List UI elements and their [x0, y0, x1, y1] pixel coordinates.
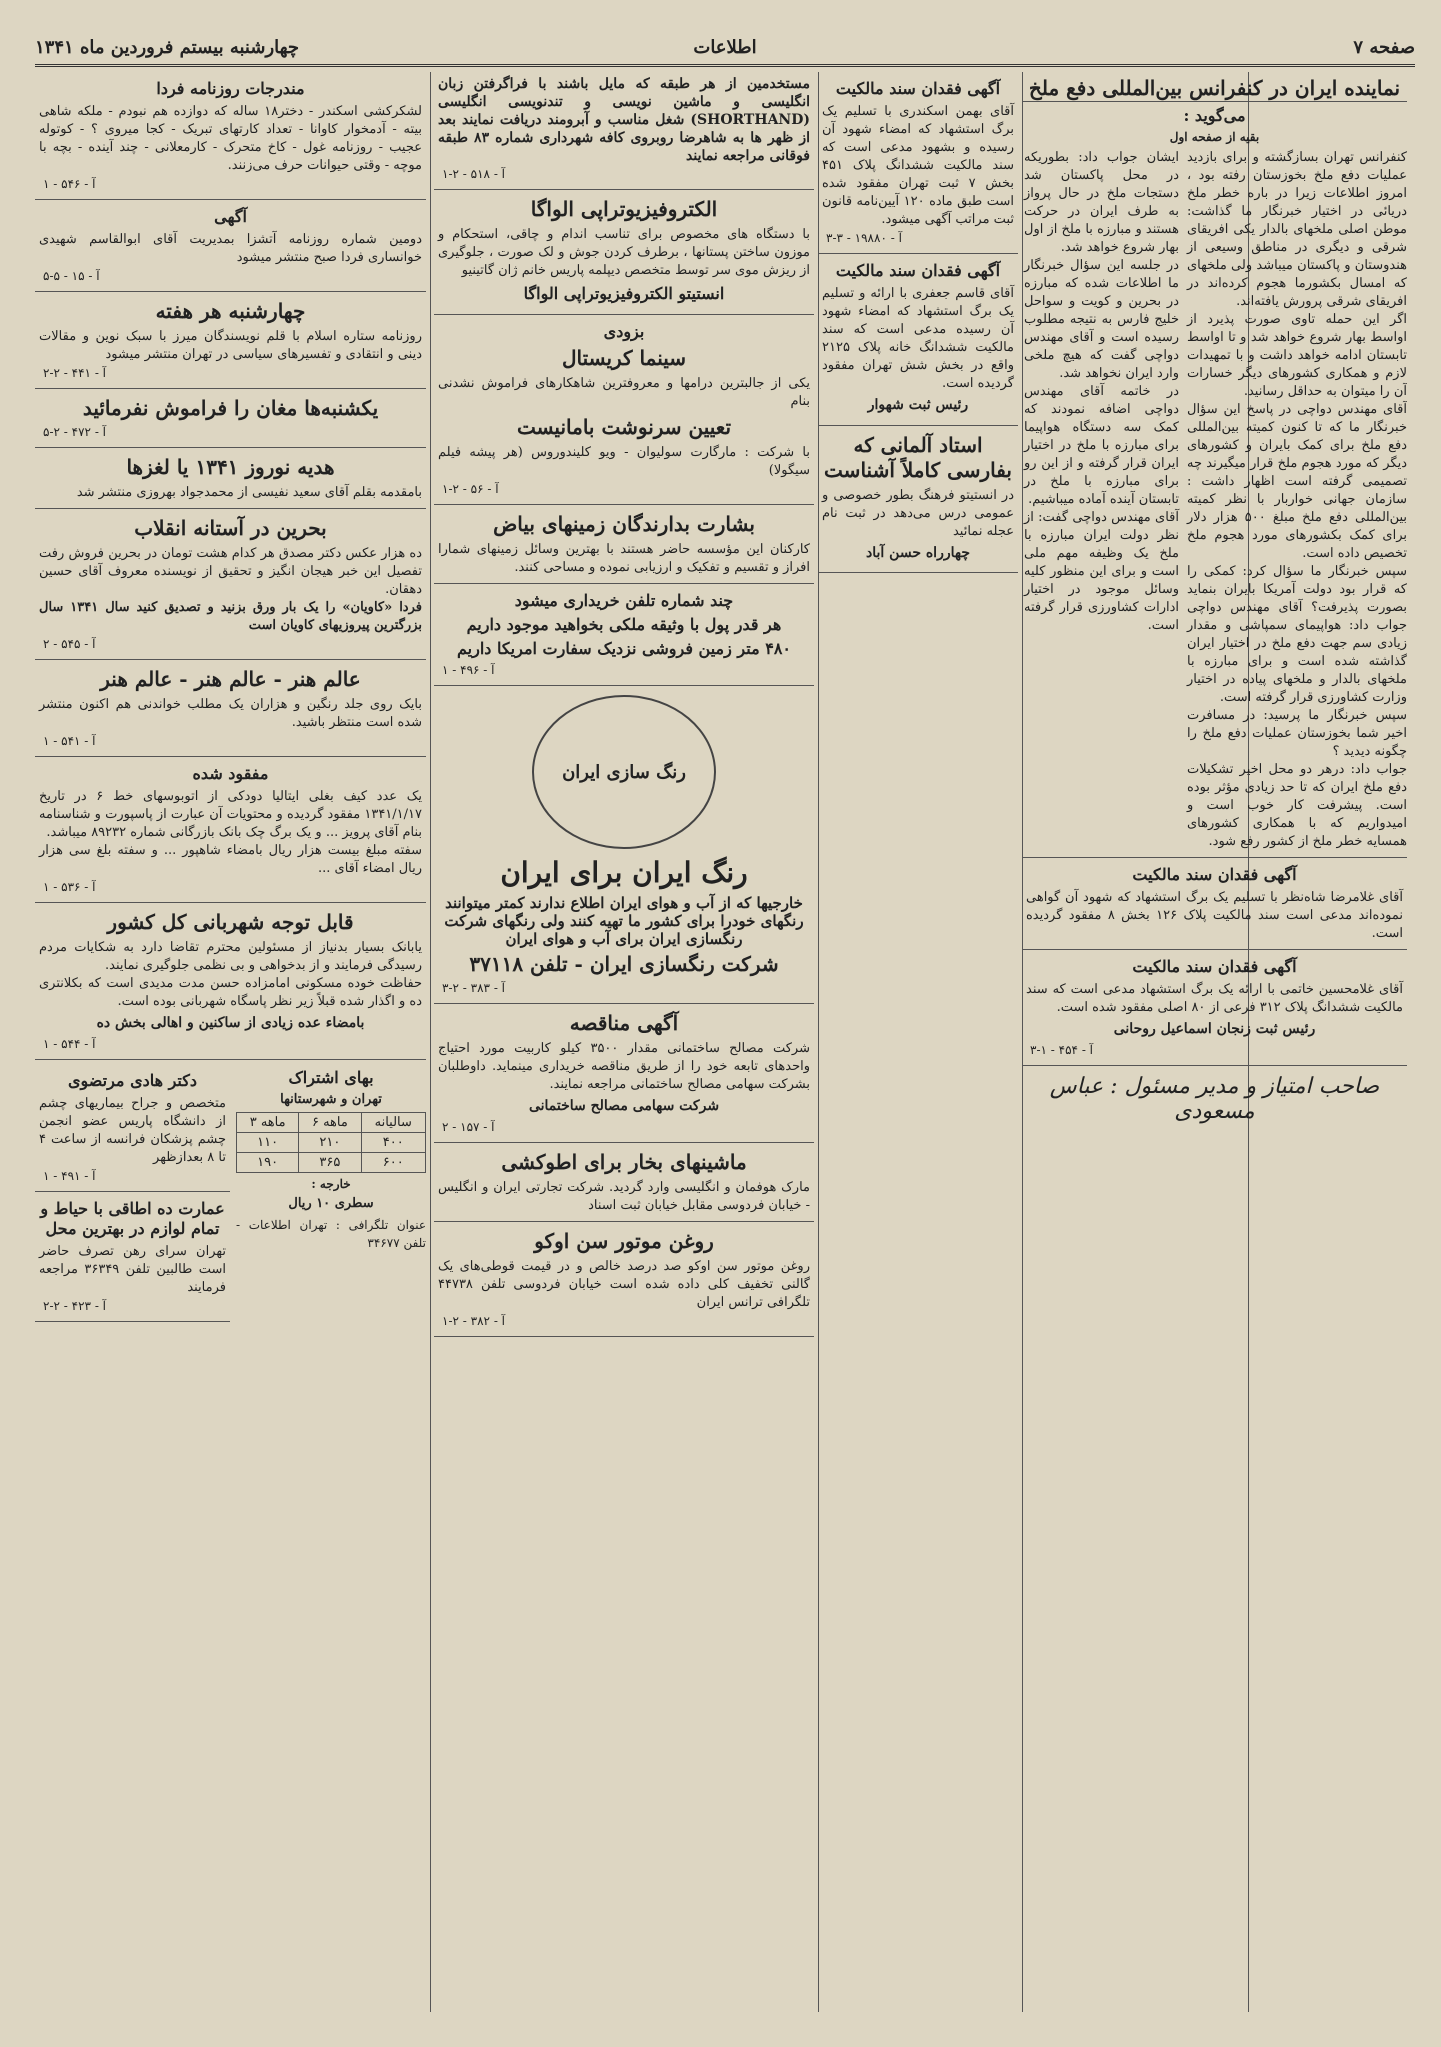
subscription-title: بهای اشتراک: [288, 1067, 374, 1087]
ad-body: یک عدد کیف بغلی ایتالیا دودکی از اتوبوسهای خط ۶ در تاریخ ۱۳۴۱/۱/۱۷ مفقود گردیده و محتویات آن عبارت از پاسپورت و شناسنامه بنام آقای پرویز ... و یک برگ چک بانک بازرگانی شماره ۸۹۲۳۲ میباشد.: [39, 789, 422, 840]
ad-body: آقای بهمن اسکندری با تسلیم یک برگ استشهاد که امضاء شهود آن رسیده و بشهود مدعی است که سند مالکیت ششدانگ پلاک ۴۵۱ بخش ۷ ثبت تهران مفقود شده است طبق ماده ۱۲۰ آیین‌نامه قانون ثبت مراتب آگهی میشود.: [822, 104, 1014, 227]
ad-body: بایک روی جلد رنگین و هزاران یک مطلب خواندنی هم اکنون منتشر شده است منتظر باشید.: [39, 697, 422, 730]
notices-column: [35, 72, 426, 1322]
ad-code: آ - ۴۵۴ - ۱-۳: [1030, 1042, 1094, 1057]
sub-cell: ۲۱۰: [299, 1132, 361, 1152]
masthead: [35, 30, 1415, 67]
registry-head: رئیس ثبت شهوار: [867, 397, 969, 413]
page-number: صفحه ۷: [1353, 36, 1415, 58]
ad-title: بحرین در آستانه انقلاب: [134, 516, 327, 540]
ad-building: [35, 1192, 230, 1322]
ad-loss-deed: [1022, 857, 1407, 950]
film-cast: با شرکت : مارگارت سولیوان - ویو کلیندوروس (هر پیشه فیلم سیگولا): [438, 445, 810, 478]
ad-paint: [434, 686, 814, 1004]
article-headline: نماینده ایران در کنفرانس بین‌المللی دفع ملخ: [1022, 76, 1407, 102]
ad-code: آ - ۵۴۴ - ۱: [43, 1036, 96, 1051]
ads-column: [434, 72, 814, 1337]
ad-signature: بامضاء عده زیادی از ساکنین و اهالی بخش ده: [96, 1015, 365, 1031]
tomorrow-contents: [35, 72, 426, 200]
ad-code: آ - ۵۶ - ۲-۱: [442, 482, 499, 496]
article-subhead: می‌گوید :: [1183, 106, 1246, 125]
ad-signature: شرکت سهامی مصالح ساختمانی: [528, 1098, 720, 1114]
sub-cell: ۱۹۰: [237, 1152, 299, 1172]
ad-code: آ - ۳۸۲ - ۲-۱: [442, 1313, 506, 1328]
ad-language-school: [434, 72, 814, 190]
article-paragraph: آقای مهندس دواچی گفت: از نظر دولت ایران مبارزه با ملخ یک وظیفه مهم ملی است و برای این منظور کلیه وسائل موجود در اختیار ادارات کشاورزی قرار گرفته است.: [1024, 510, 1179, 633]
ad-body: ده هزار عکس دکتر مصدق هر کدام هشت تومان در بحرین فروش رفت تفصیل این خبر هیجان انگیز و تحقیق از نویسنده معروف آقای حسین دهقان.: [39, 546, 422, 597]
ad-footer: شرکت رنگسازی ایران - تلفن ۳۷۱۱۸: [469, 952, 779, 976]
ad-phone: [434, 584, 814, 686]
subscription-sub: تهران و شهرستانها: [280, 1091, 382, 1107]
continued-note: بقیه از صفحه اول: [1169, 130, 1260, 144]
ad-body: دومین شماره روزنامه آتشزا بمدیریت آقای ابوالقاسم شهیدی خوانساری فردا صبح منتشر میشود: [39, 232, 422, 265]
lead-article: [1022, 72, 1407, 1124]
article-paragraph: ایشان جواب داد: بطوریکه در محل پاکستان شد دستجات ملخ در حال پرواز به طرف ایران در حرکت هستند و مبارزه با ملخ از اول بهار شروع خواهد شد.: [1024, 150, 1179, 255]
sub-cell: ۱۱۰: [237, 1132, 299, 1152]
ad-code: آ - ۴۷۲ - ۲-۵: [43, 425, 107, 439]
ad-code: آ - ۱۵ - ۵-۵: [43, 269, 100, 283]
ad-title: عمارت ده اطاقی با حیاط و تمام لوازم در بهترین محل: [40, 1198, 225, 1238]
ad-code: آ - ۴۴۱ - ۲-۲: [43, 366, 107, 380]
ad-weekly: [35, 292, 426, 389]
ad-code: آ - ۵۱۸ - ۲-۱: [442, 167, 506, 181]
ad-body: یابانک بسیار بدنیاز از مسئولین محترم تقاضا دارد به شکایات مردم رسیدگی فرمایند و از بدخواهی و بی نظمی جلوگیری نمایند.: [39, 940, 422, 973]
publisher-signature: صاحب امتیاز و مدیر مسئول : عباس مسعودی: [1049, 1073, 1380, 1124]
ad-body: هر قدر پول با وثیقه ملکی بخواهید موجود داریم: [466, 615, 782, 634]
ad-title: آگهی: [214, 207, 247, 226]
article-paragraph: جواب داد: درهر دو محل اخیر تشکیلات دفع ملخ ایران که تا حد زیادی مؤثر بوده است. پیشرفت کار خوب است و امیدواریم که با همکاری کشورهای همسایه خطر ملخ از کشور رفع شود.: [1187, 762, 1407, 849]
ad-doctor: [35, 1064, 230, 1192]
ad-title: قابل توجه شهربانی کل کشور: [107, 910, 354, 934]
ad-steam: [434, 1143, 814, 1222]
ad-body: متخصص و جراح بیماریهای چشم از دانشگاه پاریس عضو انجمن چشم پزشکان فرانسه از ساعت ۴ تا ۸ بعدازظهر: [39, 1095, 226, 1165]
ad-title: استاد آلمانی که بفارسی کاملاً آشناست: [824, 432, 1012, 482]
ad-title: آگهی فقدان سند مالکیت: [835, 261, 1001, 280]
ad-code: آ - ۴۲۳ - ۲-۲: [43, 1298, 107, 1313]
ad-loss-deed: [818, 72, 1018, 254]
issue-date: چهارشنبه بیستم فروردین ماه ۱۳۴۱: [35, 36, 300, 58]
ad-bahrain: [35, 509, 426, 660]
ad-body: آقای غلامحسین خاتمی با ارائه یک برگ استشهاد مدعی است که سند مالکیت ششدانگ پلاک ۳۱۲ فرعی از ۸۰ اصلی مفقود شده است.: [1026, 982, 1403, 1015]
ad-code: آ - ۴۹۶ - ۱: [442, 663, 495, 677]
ad-title: بشارت بدارندگان زمینهای بیاض: [493, 512, 755, 536]
article-paragraph: سپس خبرنگار ما سؤال کرد: کمکی را که قرار بود دولت آمریکا بایران بنماید بصورت پذیرفت؟ آقای مهندس دواچی جواب داد: هواپیمای سمپاشی و مقدار زیادی سم جهت دفع ملخ در اختیار ایران گذاشته شده است و برای مبارزه با ملخهای بالدار و ملخهای پیاده در اختیار وزارت کشاورزی قرار گرفته است.: [1187, 564, 1407, 705]
ad-title: الکتروفیزیوتراپی الواگا: [530, 197, 718, 221]
ad-body: کارکنان این مؤسسه حاضر هستند با بهترین وسائل زمینهای شمارا افراز و تقسیم و تفکیک و ارزیابی نموده و مساحی کنند.: [438, 542, 810, 575]
ad-rate: سطری ۱۰ ریال: [288, 1195, 374, 1211]
ad-code: آ - ۵۳۶ - ۱: [43, 880, 96, 894]
ad-english-class: [818, 426, 1018, 574]
ad-code: آ - ۵۴۱ - ۱: [43, 734, 96, 748]
ad-body: مارک هوفمان و انگلیسی وارد گردید. شرکت تجارتی ایران و انگلیس - خیابان فردوسی مقابل خیابان ثبت اسناد: [438, 1179, 810, 1213]
article-paragraph: در خاتمه آقای مهندس دواچی اضافه نمودند که کمک سه دستگاه هواپیما برای مبارزه با ملخ در اختیار ایران قرار گرفته و از این رو برای مبارزه با ملخ در تابستان آینده آماده میباشیم.: [1024, 384, 1179, 507]
ad-newspaper: [35, 200, 426, 292]
ad-motor-oil: [434, 1222, 814, 1337]
ad-title: ماشینهای بخار برای اطوکشی: [501, 1149, 747, 1174]
paint-emblem: رنگ سازی ایران: [532, 695, 716, 849]
ad-title: رنگ ایران برای ایران: [500, 856, 748, 889]
ad-body: روزنامه ستاره اسلام با قلم نویسندگان میرز با سبک نوین و مقالات دینی و انتقادی و تفسیرهای سیاسی در تهران منتشر میشود: [39, 329, 422, 362]
ad-title: دکتر هادی مرتضوی: [67, 1070, 197, 1090]
ad-body: سفته مبلغ بیست هزار ریال بامضاء شاهپور ... و سفته بلغ سی هزار ریال امضاء آقای ...: [39, 843, 422, 876]
column-rule: [430, 72, 431, 2012]
ad-body: تهران سرای رهن تصرف حاضر است طالبین تلفن ۳۶۳۴۹ مراجعه فرمایند: [39, 1243, 226, 1295]
sub-cell: ۳۶۵: [299, 1152, 361, 1172]
ad-title: عالم هنر - عالم هنر - عالم هنر: [100, 667, 361, 691]
ad-lost: [35, 757, 426, 903]
ad-code: آ - ۵۴۵ - ۲: [43, 637, 96, 651]
ad-body: آقای غلامرضا شاه‌نظر با تسلیم یک برگ استشهاد که شهود آن گواهی نموده‌اند مدعی است سند مالکیت پلاک ۱۲۶ بخش ۸ مفقود گردیده است.: [1026, 890, 1403, 941]
sub-header: سالیانه: [361, 1112, 425, 1132]
ad-land: [434, 505, 814, 584]
sub-header: ۶ ماهه: [299, 1112, 361, 1132]
ad-body: ۴۸۰ متر زمین فروشی نزدیک سفارت امریکا داریم: [457, 639, 791, 658]
ad-body: روغن موتور سن اوکو صد درصد خالص و در قیمت قوطی‌های یک گالنی تخفیف کلی داده شده است خیابان فردوسی تلفن ۴۴۷۳۸ تلگرافی ترانس ایران: [438, 1258, 810, 1310]
ad-body: با دستگاه های مخصوص برای تناسب اندام و چاقی، استحکام و موزون ساختن پستانها ، برطرف کردن جوش و لک صورت ، جلوگیری از ریزش موی سر توسط متخصص دیپلمه پاریس خانم ژان گاتینیو: [438, 227, 810, 278]
article-paragraph: کنفرانس تهران بسازگشته و برای بازدید عملیات دفع ملخ بخوزستان رفته بود ، امروز اطلاعات زیرا در باره خطر ملخ دریائی در اختیار خبرنگار ما گذاشت: موطن اصلی ملخهای بالدار یکی افریقای شرقی و دیگری در مناطق وسیعی از هندوستان و پاکستان میباشد ولی ملخهای که امسال بکشورما هجوم کرده‌اند در افریقای شرقی پرورش یافته‌اند.: [1187, 150, 1407, 309]
ad-loss-deed: [1022, 950, 1407, 1066]
legal-notices-column: [818, 72, 1018, 573]
ad-footer: فردا «کاویان» را یک بار ورق بزنید و تصدیق کنید سال ۱۳۴۱ سال بزرگترین پیروزیهای کاویان است: [39, 600, 422, 633]
ad-code: آ - ۴۹۱ - ۱: [43, 1168, 96, 1183]
article-paragraph: آقای مهندس دواچی در پاسخ این سؤال خبرنگار ما که تا کنون کمیته بین‌المللی دفع ملخ برای کمک بایران و کشورهای دیگر که مورد هجوم ملخ قرار میگیرند چه تصمیمی گرفته است اظهار داشت : سازمان جهانی خواربار با نظر کمیته بین‌المللی دفع ملخ مبلغ ۵۰۰ هزار دلار برای کمک بکشورهای مورد هجوم ملخ تخصیص داده است.: [1187, 402, 1407, 561]
ad-title: آگهی فقدان سند مالکیت: [835, 79, 1001, 98]
ad-code: آ - ۳۸۳ - ۲-۳: [442, 981, 506, 995]
article-paragraph: سپس خبرنگار ما پرسید: در مسافرت اخیر شما بخوزستان عملیات دفع ملخ را چگونه دیدید ؟: [1187, 708, 1407, 759]
sub-header: ۳ ماهه: [237, 1112, 299, 1132]
ad-body: مستخدمین از هر طبقه که مایل باشند با فراگرفتن زبان انگلیسی و ماشین نویسی و تندنویسی انگلیسی (SHORTHAND) شغل مناسب و آبرومند دریافت نمایند بعد از ظهر ها به شاهرضا روبروی کافه شهرداری شماره ۸۳ طبقه فوقانی مراجعه نمایند: [438, 76, 810, 164]
sub-foreign-label: خارجه :: [311, 1176, 351, 1191]
ad-art: [35, 660, 426, 757]
sub-cell: ۶۰۰: [361, 1152, 425, 1172]
ad-address: چهارراه حسن آباد: [866, 544, 970, 561]
subscription-box: [236, 1064, 426, 1322]
ad-physiotherapy: [434, 190, 814, 315]
ad-loss-deed: [818, 254, 1018, 426]
ad-title: مفقود شده: [192, 764, 269, 783]
ad-nowruz: [35, 448, 426, 509]
ad-body: شرکت مصالح ساختمانی مقدار ۳۵۰۰ کیلو کاربیت مورد احتیاج واحدهای تابعه خود را از طریق مناقصه خریداری مینماید. داوطلبان بشرکت سهامی مصالح ساختمانی مراجعه نمایند.: [438, 1041, 810, 1092]
ad-tender: [434, 1004, 814, 1143]
ad-code: آ - ۱۹۸۸۰ - ۳-۳: [826, 231, 902, 245]
ad-title: آگهی فقدان سند مالکیت: [1132, 865, 1297, 884]
telegraph-address: عنوان تلگرافی : تهران اطلاعات - تلفن ۳۴۶۷۷: [236, 1218, 426, 1250]
subscription-table: [236, 1112, 426, 1173]
film-title: تعیین سرنوشت بامانیست: [516, 415, 732, 439]
ad-title: چهارشنبه هر هفته: [155, 299, 306, 323]
ad-title: سینما کریستال: [561, 346, 687, 370]
ad-body: در انستیتو فرهنگ بطور خصوصی و عمومی درس می‌دهد در ثبت نام عجله نمائید: [822, 487, 1014, 539]
ad-body: آقای قاسم جعفری با ارائه و تسلیم یک برگ استشهاد که امضاء شهود آن رسیده مدعی است که سند مالکیت ششدانگ خانه پلاک ۲۱۲۵ واقع در بخش شش تهران مفقود گردیده است.: [822, 286, 1014, 391]
ad-police: [35, 903, 426, 1060]
ad-title: چند شماره تلفن خریداری میشود: [514, 591, 734, 610]
section-body: لشکرکشی اسکندر - دختر۱۸ ساله که دوازده هم نبودم - ملکه شاهی بیته - آدمخوار کاوانا - تعداد کارتهای تبریک - کجا میروی ؟ - کوتوله عجیب - روزنامه غول - کاخ متحرک - کارمعلانی - چند آینده - بچه با موچه - وقتی حیوانات حرف می‌زنند.: [39, 104, 423, 173]
ad-body: یکی از جالبترین درامها و معروفترین شاهکارهای فراموش نشدنی بنام: [438, 376, 810, 409]
ad-title: آگهی مناقصه: [569, 1011, 679, 1035]
ad-title: هدیه نوروز ۱۳۴۱ یا لغزها: [126, 455, 335, 479]
section-title: مندرجات روزنامه فردا: [156, 79, 305, 98]
ad-title: آگهی فقدان سند مالکیت: [1132, 957, 1297, 976]
ad-subtitle: بزودی: [603, 322, 645, 341]
ad-title: روغن موتور سن اوکو: [534, 1228, 714, 1253]
sub-cell: ۴۰۰: [361, 1132, 425, 1152]
ad-body: بامقدمه بقلم آقای سعید نفیسی از محمدجواد بهروزی منتشر شد: [76, 485, 422, 500]
registry-signature: رئیس ثبت زنجان اسماعیل روحانی: [1113, 1021, 1316, 1037]
paper-name: اطلاعات: [693, 36, 757, 58]
ad-body: حفاظت خوده مسکونی امامزاده حسن مدت مدیدی است که بکلانتری ده و اگذار شده قبلاً زیر نظر پاسگاه شهربانی بوده است.: [39, 976, 422, 1009]
ad-sunday: [35, 389, 426, 448]
article-paragraph: در جلسه این سؤال خبرنگار ما اطلاعات شده که مبارزه در بحرین و کویت و سواحل خلیج فارس به نتیجه مطلوب رسیده است و آقای مهندس دواچی گفت که هیچ ملخی وارد ایران نخواهد شد.: [1024, 258, 1179, 381]
ad-cinema: [434, 315, 814, 505]
article-paragraph: اگر این حمله تاوی صورت پذیرد از اواسط بهار شروع خواهد شد و تا اواسط تابستان ادامه خواهد داشت و با تمهیدات لازم و همکاری کشورهای دیگر خسارات آن را میتوان به حداقل رسانید.: [1187, 312, 1407, 399]
ad-code: آ - ۵۴۶ - ۱: [43, 177, 96, 191]
ad-body: خارجیها که از آب و هوای ایران اطلاع ندارند کمتر میتوانند رنگهای خودرا برای کشور ما تهیه کنند ولی رنگهای شرکت رنگسازی ایران برای آب و هوای ایران: [444, 894, 804, 948]
ad-title: یکشنبه‌ها مغان را فراموش نفرمائید: [82, 396, 379, 420]
ad-footer: انستیتو الکتروفیزیوتراپی الواگا: [523, 284, 725, 303]
ad-code: آ - ۱۵۷ - ۲: [442, 1119, 495, 1134]
